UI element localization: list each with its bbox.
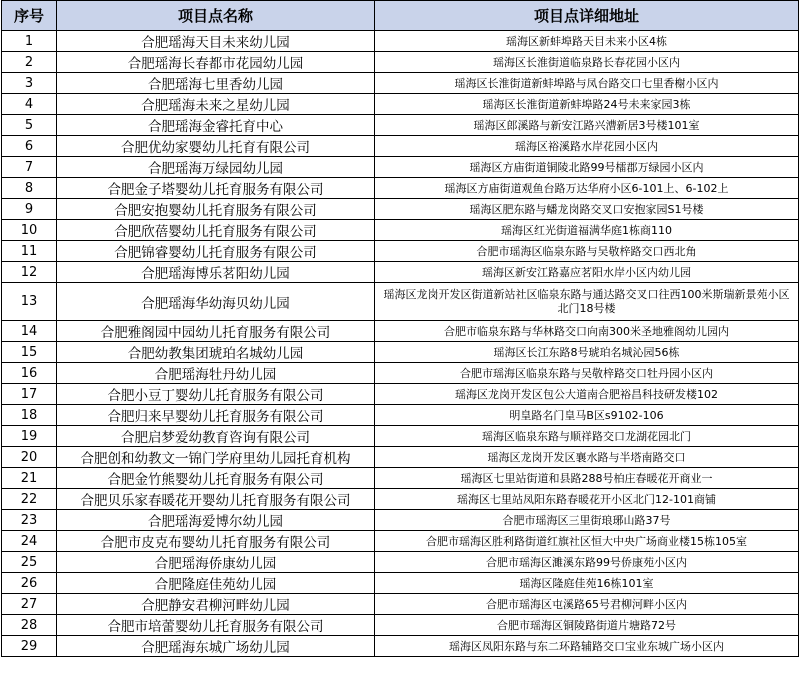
row-seq: 4 bbox=[2, 94, 57, 115]
table-row bbox=[2, 405, 799, 426]
row-seq: 14 bbox=[2, 321, 57, 342]
row-seq: 17 bbox=[2, 384, 57, 405]
project-table bbox=[1, 0, 799, 657]
row-project-address: 瑶海区龙岗开发区襄水路与半塔南路交口 bbox=[375, 447, 799, 468]
row-project-address: 瑶海区凤阳东路与东二环路辅路交口宝业东城广场小区内 bbox=[375, 636, 799, 657]
row-project-name: 合肥瑶海博乐茗阳幼儿园 bbox=[57, 262, 375, 283]
table-row bbox=[2, 552, 799, 573]
row-seq: 22 bbox=[2, 489, 57, 510]
row-seq: 25 bbox=[2, 552, 57, 573]
row-project-address: 瑶海区长江东路8号琥珀名城沁园56栋 bbox=[375, 342, 799, 363]
row-project-address: 合肥市瑶海区胜利路街道红旗社区恒大中央广场商业楼15栋105室 bbox=[375, 531, 799, 552]
row-project-name: 合肥市培蕾婴幼儿托育服务有限公司 bbox=[57, 615, 375, 636]
row-project-address: 合肥市瑶海区屯溪路65号君柳河畔小区内 bbox=[375, 594, 799, 615]
row-project-name: 合肥幼教集团琥珀名城幼儿园 bbox=[57, 342, 375, 363]
row-project-address: 合肥市瑶海区三里街琅琊山路37号 bbox=[375, 510, 799, 531]
row-seq: 21 bbox=[2, 468, 57, 489]
table-row bbox=[2, 510, 799, 531]
row-project-name: 合肥启梦爱幼教育咨询有限公司 bbox=[57, 426, 375, 447]
row-project-name: 合肥归来早婴幼儿托育服务有限公司 bbox=[57, 405, 375, 426]
table-row bbox=[2, 363, 799, 384]
row-project-address: 合肥市瑶海区濉溪东路99号侨康苑小区内 bbox=[375, 552, 799, 573]
row-seq: 13 bbox=[2, 283, 57, 321]
row-project-name: 合肥隆庭佳苑幼儿园 bbox=[57, 573, 375, 594]
row-seq: 12 bbox=[2, 262, 57, 283]
row-project-name: 合肥锦睿婴幼儿托育服务有限公司 bbox=[57, 241, 375, 262]
table-header-row bbox=[2, 1, 799, 31]
row-project-name: 合肥瑶海天目未来幼儿园 bbox=[57, 31, 375, 52]
row-seq: 3 bbox=[2, 73, 57, 94]
row-seq: 18 bbox=[2, 405, 57, 426]
row-seq: 20 bbox=[2, 447, 57, 468]
table-row bbox=[2, 321, 799, 342]
row-project-address: 合肥市瑶海区铜陵路街道片塘路72号 bbox=[375, 615, 799, 636]
table-row bbox=[2, 262, 799, 283]
table-body bbox=[2, 31, 799, 657]
row-project-address: 瑶海区临泉东路与顺祥路交口龙湖花园北门 bbox=[375, 426, 799, 447]
table-row bbox=[2, 31, 799, 52]
row-project-name: 合肥瑶海金睿托育中心 bbox=[57, 115, 375, 136]
row-project-name: 合肥瑶海万绿园幼儿园 bbox=[57, 157, 375, 178]
row-project-name: 合肥瑶海东城广场幼儿园 bbox=[57, 636, 375, 657]
row-seq: 15 bbox=[2, 342, 57, 363]
table-row bbox=[2, 342, 799, 363]
row-seq: 1 bbox=[2, 31, 57, 52]
table-row bbox=[2, 157, 799, 178]
row-project-address: 瑶海区七里站街道和县路288号柏庄春暖花开商业一 bbox=[375, 468, 799, 489]
row-project-address: 瑶海区裕溪路水岸花园小区内 bbox=[375, 136, 799, 157]
table-row bbox=[2, 94, 799, 115]
row-project-name: 合肥瑶海侨康幼儿园 bbox=[57, 552, 375, 573]
row-seq: 29 bbox=[2, 636, 57, 657]
row-project-name: 合肥金子塔婴幼儿托育服务有限公司 bbox=[57, 178, 375, 199]
table-row bbox=[2, 115, 799, 136]
row-project-name: 合肥静安君柳河畔幼儿园 bbox=[57, 594, 375, 615]
row-seq: 10 bbox=[2, 220, 57, 241]
table-row bbox=[2, 468, 799, 489]
table-row bbox=[2, 241, 799, 262]
row-project-name: 合肥瑶海未来之星幼儿园 bbox=[57, 94, 375, 115]
row-project-name: 合肥瑶海长春都市花园幼儿园 bbox=[57, 52, 375, 73]
row-project-name: 合肥金竹熊婴幼儿托育服务有限公司 bbox=[57, 468, 375, 489]
row-project-address: 瑶海区龙岗开发区街道新站社区临泉东路与通达路交叉口往西100米斯瑞新景苑小区北门18号楼 bbox=[375, 283, 799, 321]
row-project-name: 合肥雅阁园中园幼儿托育服务有限公司 bbox=[57, 321, 375, 342]
table-row bbox=[2, 531, 799, 552]
row-seq: 23 bbox=[2, 510, 57, 531]
row-project-address: 瑶海区长淮街道新蚌埠路24号未来家园3栋 bbox=[375, 94, 799, 115]
table-row bbox=[2, 447, 799, 468]
table-row bbox=[2, 136, 799, 157]
row-project-name: 合肥瑶海爱博尔幼儿园 bbox=[57, 510, 375, 531]
row-project-address: 瑶海区新蚌埠路天目未来小区4栋 bbox=[375, 31, 799, 52]
table-row bbox=[2, 384, 799, 405]
table-row bbox=[2, 220, 799, 241]
row-project-address: 明皇路名门皇马B区s9102-106 bbox=[375, 405, 799, 426]
row-project-address: 瑶海区肥东路与蟠龙岗路交叉口安抱家园S1号楼 bbox=[375, 199, 799, 220]
row-project-name: 合肥瑶海华幼海贝幼儿园 bbox=[57, 283, 375, 321]
row-seq: 6 bbox=[2, 136, 57, 157]
row-seq: 2 bbox=[2, 52, 57, 73]
table-row bbox=[2, 178, 799, 199]
table-row bbox=[2, 636, 799, 657]
row-seq: 11 bbox=[2, 241, 57, 262]
table-row bbox=[2, 73, 799, 94]
header-seq: 序号 bbox=[2, 1, 57, 31]
row-project-address: 瑶海区方庙街道铜陵北路99号檑郡万绿园小区内 bbox=[375, 157, 799, 178]
row-seq: 16 bbox=[2, 363, 57, 384]
row-seq: 7 bbox=[2, 157, 57, 178]
row-seq: 26 bbox=[2, 573, 57, 594]
row-seq: 24 bbox=[2, 531, 57, 552]
row-project-address: 瑶海区新安江路嘉应茗阳水岸小区内幼儿园 bbox=[375, 262, 799, 283]
row-project-address: 合肥市临泉东路与华林路交口向南300米圣地雅阁幼儿园内 bbox=[375, 321, 799, 342]
row-project-name: 合肥瑶海七里香幼儿园 bbox=[57, 73, 375, 94]
row-seq: 19 bbox=[2, 426, 57, 447]
row-seq: 28 bbox=[2, 615, 57, 636]
row-seq: 8 bbox=[2, 178, 57, 199]
table-row bbox=[2, 594, 799, 615]
row-project-address: 瑶海区方庙街道观鱼台路万达华府小区6-101上、6-102上 bbox=[375, 178, 799, 199]
table-row bbox=[2, 573, 799, 594]
header-project-name: 项目点名称 bbox=[57, 1, 375, 31]
row-project-address: 瑶海区红光街道福满华庭1栋商110 bbox=[375, 220, 799, 241]
table-row bbox=[2, 426, 799, 447]
row-project-name: 合肥欣蓓婴幼儿托育服务有限公司 bbox=[57, 220, 375, 241]
row-project-name: 合肥贝乐家春暖花开婴幼儿托育服务有限公司 bbox=[57, 489, 375, 510]
row-project-name: 合肥安抱婴幼儿托育服务有限公司 bbox=[57, 199, 375, 220]
table-row bbox=[2, 199, 799, 220]
row-project-name: 合肥优幼家婴幼儿托育有限公司 bbox=[57, 136, 375, 157]
row-seq: 5 bbox=[2, 115, 57, 136]
row-project-name: 合肥创和幼教文一锦门学府里幼儿园托育机构 bbox=[57, 447, 375, 468]
row-project-address: 合肥市瑶海区临泉东路与吴敬梓路交口西北角 bbox=[375, 241, 799, 262]
row-project-address: 瑶海区长淮街道新蚌埠路与凤台路交口七里香榭小区内 bbox=[375, 73, 799, 94]
header-project-address: 项目点详细地址 bbox=[375, 1, 799, 31]
row-project-address: 合肥市瑶海区临泉东路与吴敬梓路交口牡丹园小区内 bbox=[375, 363, 799, 384]
table-row bbox=[2, 615, 799, 636]
row-project-address: 瑶海区七里站凤阳东路春暖花开小区北门12-101商铺 bbox=[375, 489, 799, 510]
row-seq: 27 bbox=[2, 594, 57, 615]
table-row bbox=[2, 52, 799, 73]
table-row bbox=[2, 283, 799, 321]
table-row bbox=[2, 489, 799, 510]
row-project-address: 瑶海区郎溪路与新安江路兴漕新居3号楼101室 bbox=[375, 115, 799, 136]
row-seq: 9 bbox=[2, 199, 57, 220]
row-project-address: 瑶海区龙岗开发区包公大道南合肥裕昌科技研发楼102 bbox=[375, 384, 799, 405]
row-project-name: 合肥瑶海牡丹幼儿园 bbox=[57, 363, 375, 384]
row-project-name: 合肥市皮克布婴幼儿托育服务有限公司 bbox=[57, 531, 375, 552]
row-project-address: 瑶海区隆庭佳苑16栋101室 bbox=[375, 573, 799, 594]
row-project-address: 瑶海区长淮街道临泉路长春花园小区内 bbox=[375, 52, 799, 73]
row-project-name: 合肥小豆丁婴幼儿托育服务有限公司 bbox=[57, 384, 375, 405]
